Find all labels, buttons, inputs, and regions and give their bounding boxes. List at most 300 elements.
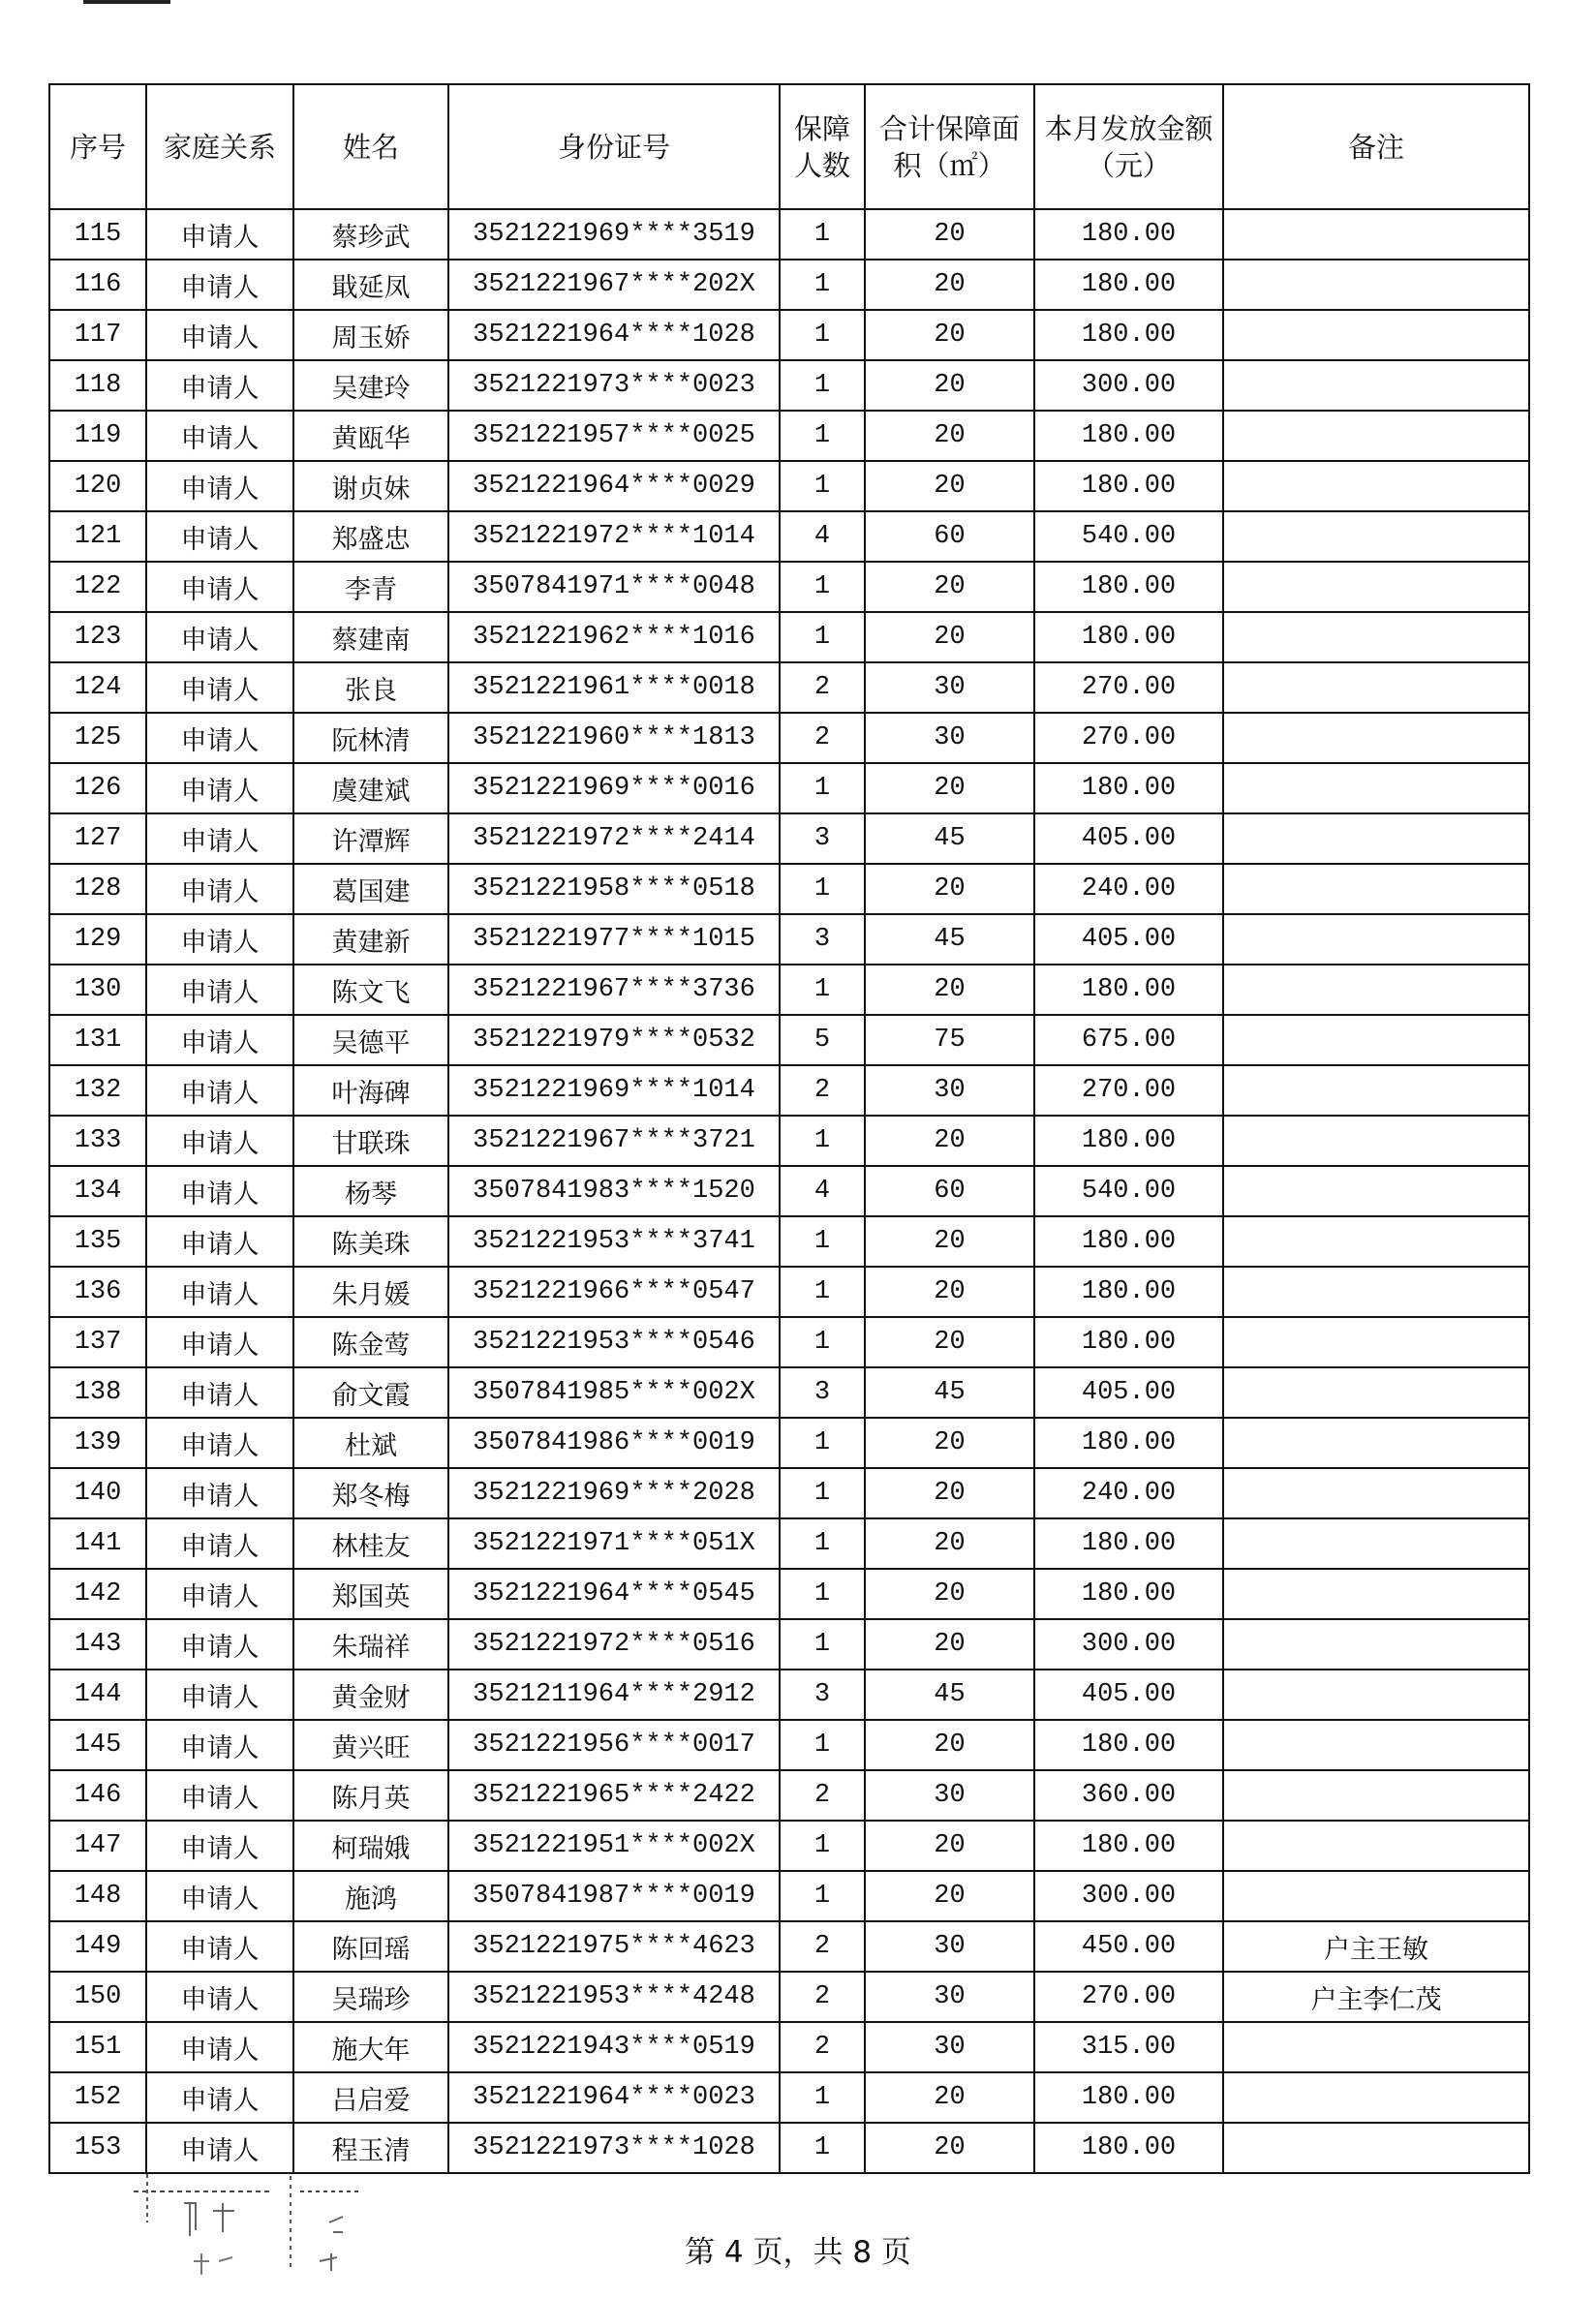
cell-note xyxy=(1223,511,1529,562)
cell-name: 施鸿 xyxy=(293,1871,448,1921)
cell-area: 20 xyxy=(865,763,1034,813)
cell-seq: 144 xyxy=(49,1670,146,1720)
cell-relation: 申请人 xyxy=(146,2022,293,2072)
cell-amount: 270.00 xyxy=(1034,713,1223,763)
cell-seq: 116 xyxy=(49,260,146,310)
cell-note xyxy=(1223,813,1529,864)
cell-note xyxy=(1223,662,1529,713)
cell-persons: 3 xyxy=(780,1670,865,1720)
page-number: 第 4 页，共 8 页 xyxy=(685,2235,911,2270)
cell-note xyxy=(1223,411,1529,461)
cell-name: 朱月媛 xyxy=(293,1267,448,1317)
cell-id: 3521221957****0025 xyxy=(448,411,780,461)
cell-name: 程玉清 xyxy=(293,2123,448,2173)
cell-amount: 240.00 xyxy=(1034,1468,1223,1518)
cell-seq: 136 xyxy=(49,1267,146,1317)
table-row xyxy=(49,965,1529,1015)
cell-persons: 2 xyxy=(780,2022,865,2072)
cell-name: 俞文霞 xyxy=(293,1367,448,1418)
cell-id: 3521221977****1015 xyxy=(448,914,780,965)
cell-area: 20 xyxy=(865,1267,1034,1317)
cell-amount: 450.00 xyxy=(1034,1921,1223,1972)
cell-note xyxy=(1223,562,1529,612)
table-body xyxy=(49,209,1529,2173)
cell-amount: 180.00 xyxy=(1034,965,1223,1015)
cell-note xyxy=(1223,1518,1529,1569)
cell-id: 3521221958****0518 xyxy=(448,864,780,914)
cell-id: 3521221969****3519 xyxy=(448,209,780,260)
cell-seq: 135 xyxy=(49,1216,146,1267)
cell-name: 吴德平 xyxy=(293,1015,448,1065)
cell-id: 3521221960****1813 xyxy=(448,713,780,763)
cell-amount: 270.00 xyxy=(1034,1065,1223,1116)
cell-id: 3521221953****3741 xyxy=(448,1216,780,1267)
cell-amount: 180.00 xyxy=(1034,310,1223,360)
cell-relation: 申请人 xyxy=(146,1116,293,1166)
table-row xyxy=(49,1015,1529,1065)
cell-id: 3521221969****2028 xyxy=(448,1468,780,1518)
cell-amount: 240.00 xyxy=(1034,864,1223,914)
cell-name: 陈月英 xyxy=(293,1770,448,1821)
cell-name: 杨琴 xyxy=(293,1166,448,1216)
cell-relation: 申请人 xyxy=(146,511,293,562)
cell-id: 3521221966****0547 xyxy=(448,1267,780,1317)
table-row xyxy=(49,1921,1529,1972)
cell-name: 林桂友 xyxy=(293,1518,448,1569)
cell-area: 45 xyxy=(865,1670,1034,1720)
cell-relation: 申请人 xyxy=(146,1267,293,1317)
cell-persons: 1 xyxy=(780,260,865,310)
cell-id: 3521221972****1014 xyxy=(448,511,780,562)
cell-id: 3521221961****0018 xyxy=(448,662,780,713)
cell-area: 20 xyxy=(865,1317,1034,1367)
cell-area: 30 xyxy=(865,662,1034,713)
header-relation: 家庭关系 xyxy=(146,84,293,209)
cell-id: 3507841985****002X xyxy=(448,1367,780,1418)
cell-persons: 1 xyxy=(780,1871,865,1921)
cell-persons: 5 xyxy=(780,1015,865,1065)
cell-name: 吴瑞珍 xyxy=(293,1972,448,2022)
cell-name: 黄瓯华 xyxy=(293,411,448,461)
cell-note xyxy=(1223,2072,1529,2123)
cell-persons: 1 xyxy=(780,1569,865,1619)
cell-relation: 申请人 xyxy=(146,411,293,461)
cell-amount: 180.00 xyxy=(1034,562,1223,612)
cell-id: 3507841983****1520 xyxy=(448,1166,780,1216)
cell-relation: 申请人 xyxy=(146,1367,293,1418)
cell-area: 20 xyxy=(865,260,1034,310)
cell-persons: 3 xyxy=(780,813,865,864)
cell-amount: 180.00 xyxy=(1034,2072,1223,2123)
header-seq: 序号 xyxy=(49,84,146,209)
cell-amount: 180.00 xyxy=(1034,260,1223,310)
cell-amount: 675.00 xyxy=(1034,1015,1223,1065)
cell-id: 3521221972****2414 xyxy=(448,813,780,864)
table-row xyxy=(49,461,1529,511)
cell-seq: 123 xyxy=(49,612,146,662)
cell-name: 陈文飞 xyxy=(293,965,448,1015)
cell-id: 3521221964****0023 xyxy=(448,2072,780,2123)
cell-relation: 申请人 xyxy=(146,360,293,411)
table-row xyxy=(49,1267,1529,1317)
cell-seq: 145 xyxy=(49,1720,146,1770)
cell-name: 黄建新 xyxy=(293,914,448,965)
cell-persons: 1 xyxy=(780,2072,865,2123)
cell-note xyxy=(1223,1720,1529,1770)
cell-area: 20 xyxy=(865,209,1034,260)
cell-area: 30 xyxy=(865,1921,1034,1972)
cell-note xyxy=(1223,461,1529,511)
cell-id: 3521221972****0516 xyxy=(448,1619,780,1670)
cell-seq: 140 xyxy=(49,1468,146,1518)
cell-seq: 150 xyxy=(49,1972,146,2022)
cell-persons: 1 xyxy=(780,209,865,260)
cell-area: 20 xyxy=(865,1821,1034,1871)
cell-amount: 180.00 xyxy=(1034,1317,1223,1367)
cell-area: 60 xyxy=(865,511,1034,562)
cell-amount: 180.00 xyxy=(1034,461,1223,511)
cell-area: 45 xyxy=(865,813,1034,864)
cell-relation: 申请人 xyxy=(146,1720,293,1770)
cell-persons: 1 xyxy=(780,1116,865,1166)
cell-note xyxy=(1223,1670,1529,1720)
cell-seq: 120 xyxy=(49,461,146,511)
cell-note xyxy=(1223,1569,1529,1619)
cell-area: 20 xyxy=(865,310,1034,360)
cell-seq: 119 xyxy=(49,411,146,461)
cell-persons: 1 xyxy=(780,2123,865,2173)
cell-persons: 1 xyxy=(780,1216,865,1267)
cell-relation: 申请人 xyxy=(146,1670,293,1720)
cell-note xyxy=(1223,1821,1529,1871)
cell-relation: 申请人 xyxy=(146,713,293,763)
cell-name: 郑冬梅 xyxy=(293,1468,448,1518)
cell-relation: 申请人 xyxy=(146,1871,293,1921)
cell-seq: 139 xyxy=(49,1418,146,1468)
cell-name: 吴建玲 xyxy=(293,360,448,411)
cell-relation: 申请人 xyxy=(146,763,293,813)
cell-persons: 1 xyxy=(780,612,865,662)
cell-amount: 300.00 xyxy=(1034,1871,1223,1921)
cell-seq: 141 xyxy=(49,1518,146,1569)
faded-seal-stamp xyxy=(126,2164,416,2290)
cell-name: 施大年 xyxy=(293,2022,448,2072)
cell-relation: 申请人 xyxy=(146,1972,293,2022)
table-row xyxy=(49,1821,1529,1871)
cell-name: 甘联珠 xyxy=(293,1116,448,1166)
cell-relation: 申请人 xyxy=(146,1418,293,1468)
table-row xyxy=(49,1367,1529,1418)
table-row xyxy=(49,1670,1529,1720)
subsidy-roster-table xyxy=(48,83,1530,2174)
cell-note xyxy=(1223,965,1529,1015)
cell-persons: 1 xyxy=(780,1418,865,1468)
cell-seq: 153 xyxy=(49,2123,146,2173)
cell-relation: 申请人 xyxy=(146,1065,293,1116)
cell-seq: 146 xyxy=(49,1770,146,1821)
cell-area: 20 xyxy=(865,612,1034,662)
table-row xyxy=(49,360,1529,411)
cell-seq: 147 xyxy=(49,1821,146,1871)
cell-seq: 117 xyxy=(49,310,146,360)
cell-note: 户主王敏 xyxy=(1223,1921,1529,1972)
cell-note xyxy=(1223,1770,1529,1821)
cell-note xyxy=(1223,763,1529,813)
table-row xyxy=(49,260,1529,310)
cell-area: 75 xyxy=(865,1015,1034,1065)
cell-relation: 申请人 xyxy=(146,461,293,511)
cell-relation: 申请人 xyxy=(146,1317,293,1367)
cell-area: 20 xyxy=(865,1216,1034,1267)
cell-amount: 180.00 xyxy=(1034,411,1223,461)
cell-note xyxy=(1223,1216,1529,1267)
cell-id: 3521221979****0532 xyxy=(448,1015,780,1065)
cell-seq: 149 xyxy=(49,1921,146,1972)
cell-id: 3521221969****0016 xyxy=(448,763,780,813)
cell-amount: 540.00 xyxy=(1034,511,1223,562)
cell-area: 20 xyxy=(865,360,1034,411)
cell-amount: 180.00 xyxy=(1034,2123,1223,2173)
cell-id: 3521221953****0546 xyxy=(448,1317,780,1367)
cell-relation: 申请人 xyxy=(146,813,293,864)
table-row xyxy=(49,813,1529,864)
cell-amount: 180.00 xyxy=(1034,1116,1223,1166)
cell-relation: 申请人 xyxy=(146,1619,293,1670)
table-row xyxy=(49,2022,1529,2072)
cell-area: 30 xyxy=(865,713,1034,763)
cell-note xyxy=(1223,612,1529,662)
cell-id: 3521221951****002X xyxy=(448,1821,780,1871)
cell-name: 郑盛忠 xyxy=(293,511,448,562)
cell-persons: 1 xyxy=(780,1267,865,1317)
cell-persons: 1 xyxy=(780,864,865,914)
cell-persons: 2 xyxy=(780,1770,865,1821)
cell-relation: 申请人 xyxy=(146,864,293,914)
cell-persons: 2 xyxy=(780,662,865,713)
table-row xyxy=(49,1166,1529,1216)
cell-seq: 130 xyxy=(49,965,146,1015)
cell-seq: 132 xyxy=(49,1065,146,1116)
cell-name: 葛国建 xyxy=(293,864,448,914)
cell-seq: 122 xyxy=(49,562,146,612)
cell-amount: 315.00 xyxy=(1034,2022,1223,2072)
cell-area: 30 xyxy=(865,1972,1034,2022)
cell-note xyxy=(1223,1267,1529,1317)
cell-name: 黄兴旺 xyxy=(293,1720,448,1770)
table-row xyxy=(49,1317,1529,1367)
table-row xyxy=(49,713,1529,763)
cell-relation: 申请人 xyxy=(146,1518,293,1569)
cell-area: 45 xyxy=(865,1367,1034,1418)
cell-amount: 405.00 xyxy=(1034,813,1223,864)
table-row xyxy=(49,1468,1529,1518)
cell-note xyxy=(1223,1166,1529,1216)
cell-persons: 1 xyxy=(780,1619,865,1670)
cell-note xyxy=(1223,1065,1529,1116)
cell-id: 3521221956****0017 xyxy=(448,1720,780,1770)
cell-name: 阮林清 xyxy=(293,713,448,763)
cell-name: 陈回瑶 xyxy=(293,1921,448,1972)
cell-persons: 2 xyxy=(780,1921,865,1972)
cell-area: 45 xyxy=(865,914,1034,965)
cell-seq: 138 xyxy=(49,1367,146,1418)
table-row xyxy=(49,864,1529,914)
cell-amount: 180.00 xyxy=(1034,1216,1223,1267)
cell-name: 张良 xyxy=(293,662,448,713)
header-area: 合计保障面积（㎡） xyxy=(865,84,1034,209)
cell-persons: 4 xyxy=(780,511,865,562)
cell-area: 30 xyxy=(865,1065,1034,1116)
cell-amount: 180.00 xyxy=(1034,1518,1223,1569)
cell-amount: 360.00 xyxy=(1034,1770,1223,1821)
table-row xyxy=(49,1116,1529,1166)
cell-note xyxy=(1223,1317,1529,1367)
cell-amount: 180.00 xyxy=(1034,209,1223,260)
cell-name: 周玉娇 xyxy=(293,310,448,360)
cell-seq: 129 xyxy=(49,914,146,965)
cell-id: 3521221967****202X xyxy=(448,260,780,310)
table-row xyxy=(49,511,1529,562)
table-row xyxy=(49,1518,1529,1569)
cell-note xyxy=(1223,2123,1529,2173)
cell-relation: 申请人 xyxy=(146,1166,293,1216)
cell-name: 郑国英 xyxy=(293,1569,448,1619)
cell-name: 蔡珍武 xyxy=(293,209,448,260)
cell-persons: 4 xyxy=(780,1166,865,1216)
table-row xyxy=(49,1972,1529,2022)
cell-seq: 133 xyxy=(49,1116,146,1166)
cell-persons: 1 xyxy=(780,310,865,360)
table-row xyxy=(49,1770,1529,1821)
cell-seq: 126 xyxy=(49,763,146,813)
cell-persons: 1 xyxy=(780,1821,865,1871)
cell-id: 3521221943****0519 xyxy=(448,2022,780,2072)
cell-id: 3521221962****1016 xyxy=(448,612,780,662)
cell-note xyxy=(1223,1468,1529,1518)
cell-amount: 270.00 xyxy=(1034,662,1223,713)
cell-relation: 申请人 xyxy=(146,1569,293,1619)
cell-note xyxy=(1223,310,1529,360)
cell-persons: 1 xyxy=(780,1317,865,1367)
cell-seq: 148 xyxy=(49,1871,146,1921)
cell-area: 20 xyxy=(865,1720,1034,1770)
cell-persons: 1 xyxy=(780,965,865,1015)
cell-persons: 1 xyxy=(780,360,865,411)
cell-seq: 142 xyxy=(49,1569,146,1619)
cell-note xyxy=(1223,713,1529,763)
cell-amount: 405.00 xyxy=(1034,914,1223,965)
cell-amount: 540.00 xyxy=(1034,1166,1223,1216)
cell-seq: 127 xyxy=(49,813,146,864)
cell-id: 3521221975****4623 xyxy=(448,1921,780,1972)
cell-seq: 124 xyxy=(49,662,146,713)
cell-name: 杜斌 xyxy=(293,1418,448,1468)
header-persons: 保障人数 xyxy=(780,84,865,209)
cell-note: 户主李仁茂 xyxy=(1223,1972,1529,2022)
cell-amount: 300.00 xyxy=(1034,1619,1223,1670)
cell-amount: 270.00 xyxy=(1034,1972,1223,2022)
cell-relation: 申请人 xyxy=(146,1770,293,1821)
cell-area: 60 xyxy=(865,1166,1034,1216)
cell-seq: 121 xyxy=(49,511,146,562)
cell-amount: 180.00 xyxy=(1034,1720,1223,1770)
cell-seq: 128 xyxy=(49,864,146,914)
table-row xyxy=(49,914,1529,965)
cell-persons: 2 xyxy=(780,713,865,763)
table-row xyxy=(49,1720,1529,1770)
cell-id: 3507841971****0048 xyxy=(448,562,780,612)
header-note: 备注 xyxy=(1223,84,1529,209)
cell-relation: 申请人 xyxy=(146,1468,293,1518)
cell-note xyxy=(1223,360,1529,411)
header-name: 姓名 xyxy=(293,84,448,209)
cell-seq: 137 xyxy=(49,1317,146,1367)
cell-amount: 180.00 xyxy=(1034,1418,1223,1468)
cell-name: 蔡建南 xyxy=(293,612,448,662)
cell-relation: 申请人 xyxy=(146,1921,293,1972)
cell-persons: 1 xyxy=(780,411,865,461)
cell-name: 虞建斌 xyxy=(293,763,448,813)
cell-name: 陈美珠 xyxy=(293,1216,448,1267)
cell-area: 20 xyxy=(865,1518,1034,1569)
cell-relation: 申请人 xyxy=(146,260,293,310)
cell-seq: 115 xyxy=(49,209,146,260)
cell-area: 20 xyxy=(865,1871,1034,1921)
cell-area: 20 xyxy=(865,965,1034,1015)
cell-seq: 131 xyxy=(49,1015,146,1065)
cell-id: 3521221964****1028 xyxy=(448,310,780,360)
cell-amount: 405.00 xyxy=(1034,1670,1223,1720)
cell-persons: 1 xyxy=(780,562,865,612)
cell-area: 20 xyxy=(865,864,1034,914)
cell-relation: 申请人 xyxy=(146,1821,293,1871)
cell-name: 吕启爱 xyxy=(293,2072,448,2123)
cell-note xyxy=(1223,1015,1529,1065)
cell-area: 20 xyxy=(865,1418,1034,1468)
cell-note xyxy=(1223,1418,1529,1468)
cell-relation: 申请人 xyxy=(146,612,293,662)
cell-relation: 申请人 xyxy=(146,965,293,1015)
cell-persons: 1 xyxy=(780,1518,865,1569)
cell-relation: 申请人 xyxy=(146,914,293,965)
cell-persons: 1 xyxy=(780,1468,865,1518)
cell-amount: 405.00 xyxy=(1034,1367,1223,1418)
cell-relation: 申请人 xyxy=(146,1216,293,1267)
cell-relation: 申请人 xyxy=(146,209,293,260)
header-id: 身份证号 xyxy=(448,84,780,209)
table-row xyxy=(49,662,1529,713)
cell-id: 3521221967****3721 xyxy=(448,1116,780,1166)
cell-note xyxy=(1223,1871,1529,1921)
cell-seq: 151 xyxy=(49,2022,146,2072)
cell-amount: 180.00 xyxy=(1034,1267,1223,1317)
cell-id: 3521211964****2912 xyxy=(448,1670,780,1720)
cell-relation: 申请人 xyxy=(146,562,293,612)
cell-name: 黄金财 xyxy=(293,1670,448,1720)
cell-note xyxy=(1223,1116,1529,1166)
table-row xyxy=(49,209,1529,260)
cell-name: 陈金莺 xyxy=(293,1317,448,1367)
cell-id: 3521221964****0029 xyxy=(448,461,780,511)
cell-area: 20 xyxy=(865,1116,1034,1166)
cell-amount: 180.00 xyxy=(1034,612,1223,662)
cell-area: 20 xyxy=(865,411,1034,461)
table-row xyxy=(49,1569,1529,1619)
cell-seq: 118 xyxy=(49,360,146,411)
cell-id: 3521221973****1028 xyxy=(448,2123,780,2173)
table-row xyxy=(49,612,1529,662)
cell-name: 李青 xyxy=(293,562,448,612)
